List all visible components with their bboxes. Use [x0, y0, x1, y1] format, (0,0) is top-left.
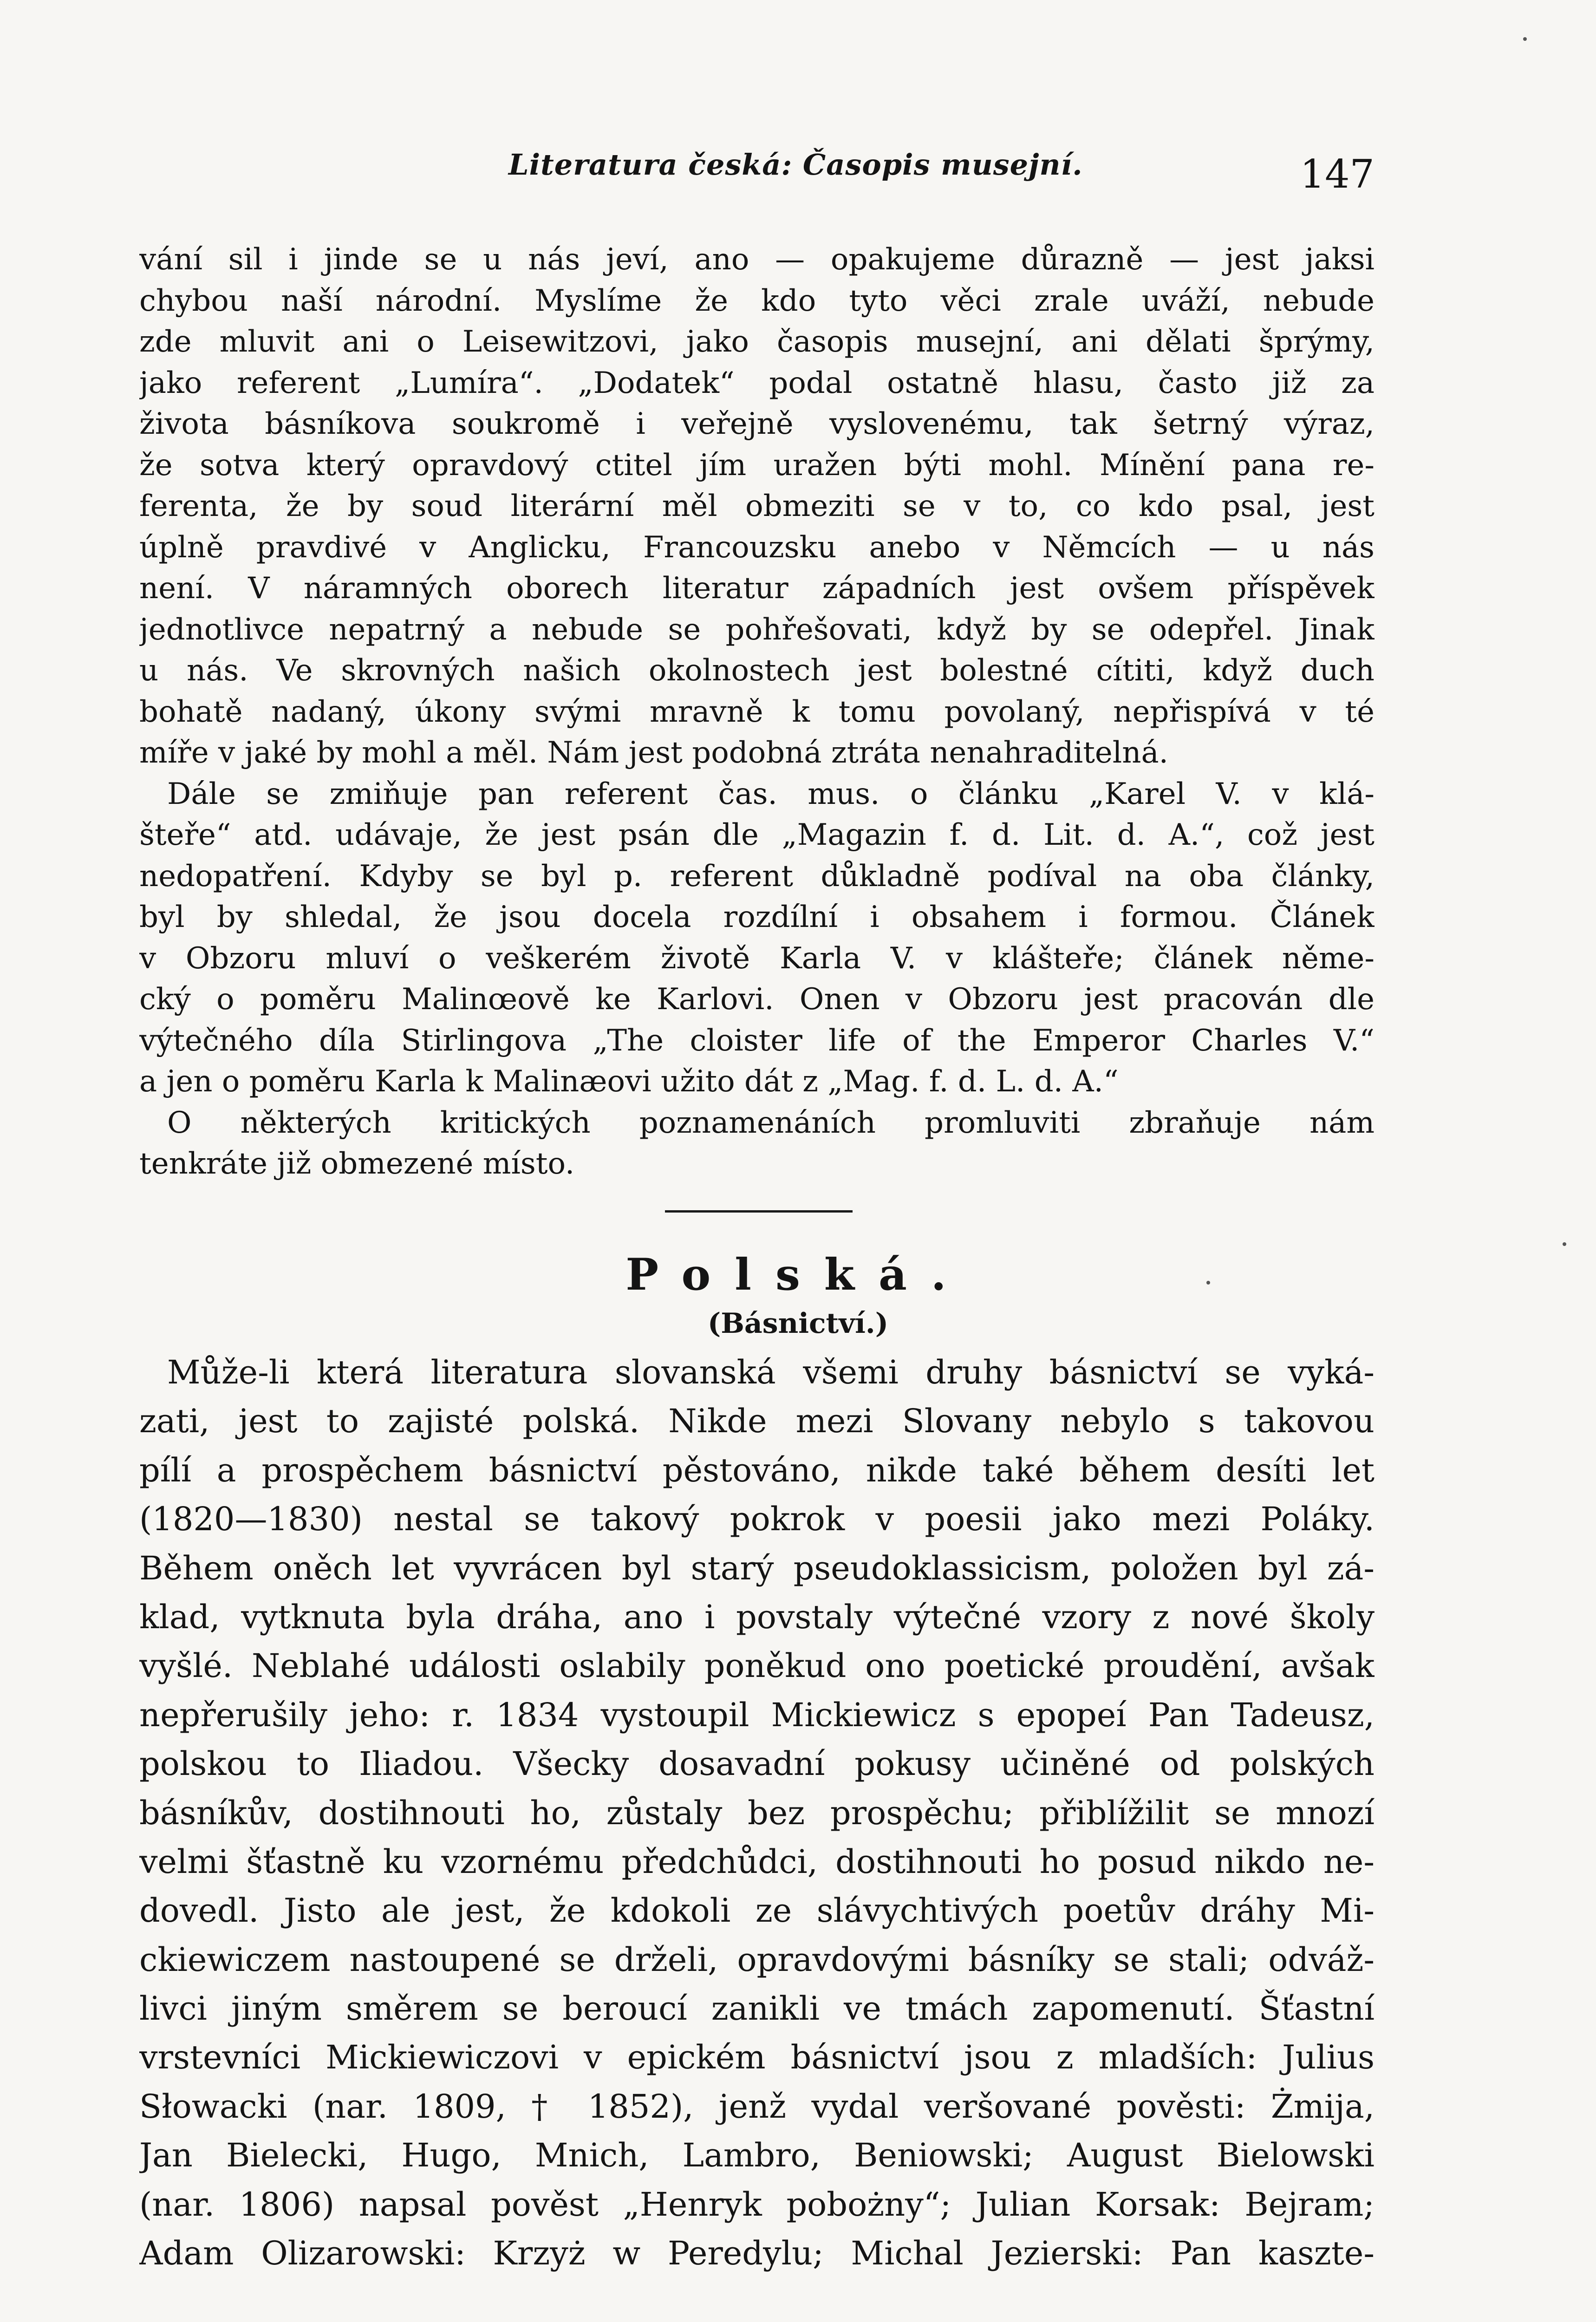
scan-speck: [1523, 37, 1527, 41]
text-line: (1820—1830) nestal se takový pokrok v poesii jako mezi Poláky.: [139, 1500, 1375, 1539]
scan-speck: [1563, 1242, 1566, 1246]
paragraph-block-top: [139, 239, 1375, 1185]
text-line: míře v jaké by mohl a měl. Nám jest podobná ztráta nenahraditelná.: [139, 736, 1168, 770]
text-line: vyšlé. Neblahé události oslabily poněkud ono poetické proudění, avšak: [139, 1647, 1375, 1685]
text-line: velmi šťastně ku vzornému předchůdci, dostihnouti ho posud nikdo ne-: [139, 1842, 1375, 1881]
text-line: v Obzoru mluví o veškerém životě Karla V. v klášteře; článek něme-: [139, 941, 1375, 976]
text-line: bohatě nadaný, úkony svými mravně k tomu povolaný, nepřispívá v té: [139, 694, 1375, 729]
text-line: výtečného díla Stirlingova „The cloister life of the Emperor Charles V.“: [139, 1023, 1375, 1058]
text-line: livci jiným směrem se beroucí zanikli ve tmách zapomenutí. Šťastní: [139, 1989, 1375, 2028]
running-title: Literatura česká: Časopis musejní.: [508, 148, 1083, 182]
text-line: šteře“ atd. udávaje, že jest psán dle „Magazin f. d. Lit. d. A.“, což jest: [139, 818, 1375, 852]
text-line: pílí a prospěchem básnictví pěstováno, nikde také během desíti let: [139, 1451, 1375, 1489]
text-line: vrstevníci Mickiewiczovi v epickém básnictví jsou z mladších: Julius: [139, 2038, 1375, 2077]
text-line: nedopatření. Kdyby se byl p. referent důkladně podíval na oba články,: [139, 859, 1375, 894]
text-line: (nar. 1806) napsal pověst „Henryk pobożny“; Julian Korsak: Bejram;: [139, 2185, 1375, 2224]
scan-speck: [1206, 1281, 1210, 1285]
text-line: Během oněch let vyvrácen byl starý pseudoklassicism, položen byl zá-: [139, 1549, 1375, 1587]
section-subtitle: (Básnictví.): [707, 1307, 889, 1340]
text-line: není. V náramných oborech literatur západních jest ovšem příspěvek: [139, 571, 1375, 606]
section-title: Polská.: [625, 1249, 971, 1300]
running-header: [139, 139, 1375, 195]
text-line: vání sil i jinde se u nás jeví, ano — opakujeme důrazně — jest jaksi: [139, 242, 1375, 277]
text-line: Jan Bielecki, Hugo, Mnich, Lambro, Beniowski; August Bielowski: [139, 2136, 1375, 2175]
text-line: Dále se zmiňuje pan referent čas. mus. o článku „Karel V. v klá-: [167, 776, 1375, 811]
page-number: 147: [1300, 151, 1375, 197]
text-line: že sotva který opravdový ctitel jím uražen býti mohl. Mínění pana re-: [139, 448, 1375, 483]
text-line: chybou naší národní. Myslíme že kdo tyto věci zrale uváží, nebude: [139, 283, 1375, 318]
text-line: polskou to Iliadou. Všecky dosavadní pokusy učiněné od polských: [139, 1745, 1375, 1783]
text-line: Může-li která literatura slovanská všemi druhy básnictví se vyká-: [167, 1353, 1375, 1391]
text-line: zde mluvit ani o Leisewitzovi, jako časopis musejní, ani dělati šprýmy,: [139, 325, 1375, 359]
text-line: jednotlivce nepatrný a nebude se pohřešovati, když by se odepřel. Jinak: [139, 612, 1375, 647]
text-line: ferenta, že by soud literární měl obmeziti se v to, co kdo psal, jest: [139, 489, 1375, 523]
text-line: Adam Olizarowski: Krzyż w Peredylu; Michal Jezierski: Pan kaszte-: [139, 2234, 1375, 2273]
text-line: cký o poměru Malinœově ke Karlovi. Onen v Obzoru jest pracován dle: [139, 982, 1375, 1017]
paragraph-block-bottom: [139, 1348, 1375, 2278]
text-line: Słowacki (nar. 1809, † 1852), jenž vydal veršované pověsti: Żmija,: [139, 2087, 1375, 2126]
text-line: dovedl. Jisto ale jest, že kdokoli ze slávychtivých poetův dráhy Mi-: [139, 1892, 1375, 1930]
text-line: básníkův, dostihnouti ho, zůstaly bez prospěchu; přiblížilit se mnozí: [139, 1794, 1375, 1832]
text-line: O některých kritických poznamenáních promluviti zbraňuje nám: [167, 1105, 1375, 1140]
text-line: ckiewiczem nastoupené se drželi, opravdovými básníky se stali; odváž-: [139, 1940, 1375, 1979]
text-line: zati, jest to zajisté polská. Nikde mezi Slovany nebylo s takovou: [139, 1402, 1375, 1441]
section-divider: [665, 1210, 853, 1213]
text-line: nepřerušily jeho: r. 1834 vystoupil Mickiewicz s epopeí Pan Tadeusz,: [139, 1696, 1375, 1734]
text-line: života básníkova soukromě i veřejně vyslovenému, tak šetrný výraz,: [139, 407, 1375, 441]
text-line: klad, vytknuta byla dráha, ano i povstaly výtečné vzory z nové školy: [139, 1598, 1375, 1636]
text-line: a jen o poměru Karla k Malinæovi užito dát z „Mag. f. d. L. d. A.“: [139, 1064, 1119, 1099]
text-line: byl by shledal, že jsou docela rozdílní i obsahem i formou. Článek: [139, 900, 1375, 934]
text-line: u nás. Ve skrovných našich okolnostech jest bolestné cítiti, když duch: [139, 653, 1375, 688]
text-line: úplně pravdivé v Anglicku, Francouzsku anebo v Němcích — u nás: [139, 530, 1375, 565]
text-line: jako referent „Lumíra“. „Dodatek“ podal ostatně hlasu, často již za: [139, 365, 1375, 400]
text-line: tenkráte již obmezené místo.: [139, 1147, 575, 1181]
